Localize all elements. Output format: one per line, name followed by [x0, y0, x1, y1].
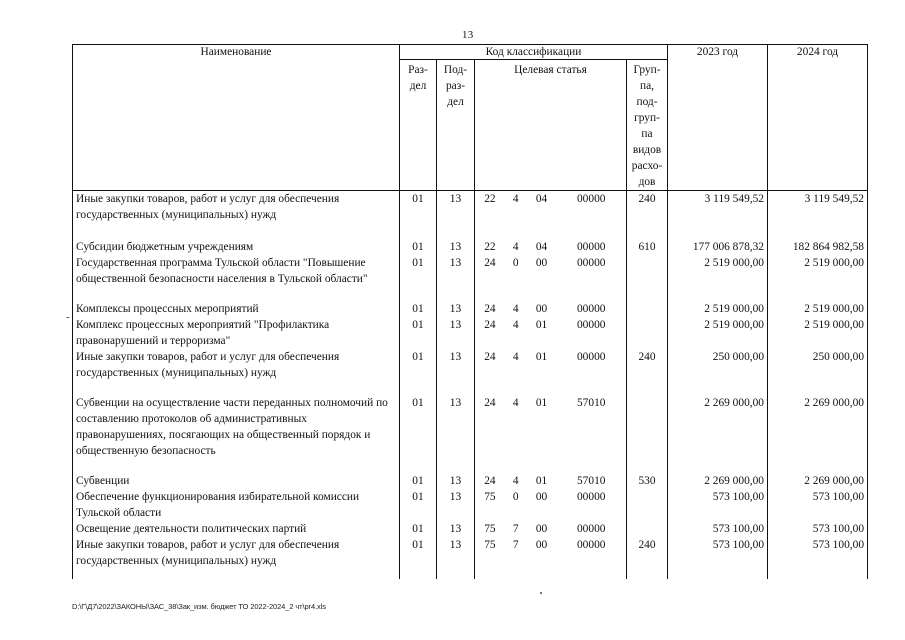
row-amount-2024: 182 864 982,58: [768, 239, 868, 255]
target-type: 4: [512, 350, 519, 363]
header-year-2024: 2024 год: [768, 45, 868, 191]
target-subprogram: 00: [535, 538, 548, 551]
row-name: Государственная программа Тульской области "Повышение общественной безопасности населения в Тульской области": [73, 255, 400, 301]
row-expense-group: [627, 521, 668, 537]
row-subsection: 13: [437, 301, 475, 317]
target-type: 7: [512, 522, 519, 535]
table-row: [73, 301, 868, 317]
row-amount-2023: 3 119 549,52: [668, 191, 768, 239]
row-target-article: [475, 301, 627, 317]
target-direction: 00000: [576, 193, 606, 205]
target-direction: 00000: [576, 538, 606, 551]
row-expense-group: [627, 395, 668, 473]
target-type: 0: [512, 256, 519, 269]
row-subsection: 13: [437, 191, 475, 239]
target-direction: 00000: [576, 240, 606, 253]
margin-mark: -: [66, 311, 70, 323]
row-expense-group: [627, 301, 668, 317]
row-subsection: 13: [437, 239, 475, 255]
row-section: 01: [400, 317, 437, 349]
row-amount-2023: 177 006 878,32: [668, 239, 768, 255]
row-section: 01: [400, 489, 437, 521]
row-subsection: 13: [437, 473, 475, 489]
target-type: 4: [512, 396, 519, 409]
row-expense-group: [627, 489, 668, 521]
target-subprogram: 01: [535, 318, 548, 331]
target-program: 22: [484, 240, 496, 253]
target-type: 7: [512, 538, 519, 551]
target-type: 4: [512, 318, 519, 331]
table-row: [73, 317, 868, 349]
target-program: 75: [484, 522, 496, 535]
target-type: 4: [512, 474, 519, 487]
table-row: [73, 349, 868, 395]
row-amount-2023: 2 519 000,00: [668, 317, 768, 349]
row-amount-2024: 2 269 000,00: [768, 473, 868, 489]
row-amount-2023: 2 269 000,00: [668, 473, 768, 489]
row-amount-2024: 573 100,00: [768, 521, 868, 537]
table-row: [73, 473, 868, 489]
target-program: 24: [484, 256, 496, 269]
row-section: 01: [400, 349, 437, 395]
header-name: Наименование: [73, 45, 400, 191]
row-target-article: [475, 489, 627, 521]
row-subsection: 13: [437, 255, 475, 301]
table-row: [73, 239, 868, 255]
row-expense-group: [627, 255, 668, 301]
row-amount-2023: 573 100,00: [668, 537, 768, 579]
header-section: Раз- дел: [400, 60, 437, 191]
row-amount-2023: 573 100,00: [668, 489, 768, 521]
row-amount-2024: 2 269 000,00: [768, 395, 868, 473]
row-amount-2024: 2 519 000,00: [768, 317, 868, 349]
row-amount-2023: 2 519 000,00: [668, 255, 768, 301]
row-target-article: [475, 349, 627, 395]
row-expense-group: 610: [627, 239, 668, 255]
row-amount-2024: 573 100,00: [768, 537, 868, 579]
row-amount-2024: 3 119 549,52: [768, 191, 868, 239]
row-section: 01: [400, 301, 437, 317]
page-number: 13: [462, 29, 474, 41]
row-subsection: 13: [437, 349, 475, 395]
target-program: 24: [484, 302, 496, 315]
row-name: Иные закупки товаров, работ и услуг для обеспечения государственных (муниципальных) нужд: [73, 537, 400, 579]
table-header: [73, 45, 868, 191]
target-direction: 57010: [576, 474, 606, 487]
header-year-2023: 2023 год: [668, 45, 768, 191]
row-target-article: [475, 473, 627, 489]
target-program: 75: [484, 538, 496, 551]
row-expense-group: 240: [627, 537, 668, 579]
row-subsection: 13: [437, 317, 475, 349]
target-subprogram: 00: [535, 490, 548, 503]
row-subsection: 13: [437, 489, 475, 521]
target-type: 0: [512, 490, 519, 503]
header-target-article: Целевая статья: [475, 60, 627, 191]
row-section: 01: [400, 521, 437, 537]
target-program: 75: [484, 490, 496, 503]
target-direction: 00000: [576, 350, 606, 363]
target-subprogram: 00: [535, 256, 548, 269]
row-name: Субсидии бюджетным учреждениям: [73, 239, 400, 255]
row-target-article: [475, 255, 627, 301]
row-subsection: 13: [437, 537, 475, 579]
row-section: 01: [400, 191, 437, 239]
target-type: 4: [512, 240, 519, 253]
target-direction: 00000: [576, 318, 606, 331]
row-section: 01: [400, 473, 437, 489]
table-row: [73, 537, 868, 579]
row-name: Комплекс процессных мероприятий "Профилактика правонарушений и терроризма": [73, 317, 400, 349]
row-target-article: [475, 537, 627, 579]
header-classification-code: Код классификации: [400, 45, 668, 60]
row-name: Иные закупки товаров, работ и услуг для обеспечения государственных (муниципальных) нужд: [73, 191, 400, 239]
row-target-article: [475, 395, 627, 473]
row-section: 01: [400, 255, 437, 301]
row-expense-group: 530: [627, 473, 668, 489]
target-subprogram: 01: [535, 396, 548, 409]
row-amount-2024: 573 100,00: [768, 489, 868, 521]
table-row: [73, 191, 868, 239]
table-row: [73, 521, 868, 537]
scan-speck: [540, 592, 542, 594]
target-type: 4: [512, 193, 519, 205]
row-amount-2023: 2 519 000,00: [668, 301, 768, 317]
row-expense-group: 240: [627, 349, 668, 395]
row-name: Субвенции на осуществление части переданных полномочий по составлению протоколов об административных правонарушениях, посягающих на общественный порядок и общественную безопасность: [73, 395, 400, 473]
target-program: 24: [484, 318, 496, 331]
row-target-article: [475, 317, 627, 349]
row-amount-2024: 250 000,00: [768, 349, 868, 395]
budget-table: [72, 44, 868, 579]
target-subprogram: 00: [535, 522, 548, 535]
target-type: 4: [512, 302, 519, 315]
row-subsection: 13: [437, 395, 475, 473]
header-expense-group: Груп- па, под- груп- па видов расхо- дов: [627, 60, 668, 191]
header-subsection: Под- раз- дел: [437, 60, 475, 191]
row-section: 01: [400, 395, 437, 473]
row-name: Освещение деятельности политических партий: [73, 521, 400, 537]
target-subprogram: 00: [535, 302, 548, 315]
target-direction: 00000: [576, 302, 606, 315]
target-program: 24: [484, 396, 496, 409]
target-subprogram: 01: [535, 350, 548, 363]
row-name: Иные закупки товаров, работ и услуг для обеспечения государственных (муниципальных) нужд: [73, 349, 400, 395]
target-subprogram: 04: [535, 240, 548, 253]
target-direction: 00000: [576, 522, 606, 535]
file-path-footer: D:\Г\Д7\2022\ЗАКОНЫ\ЗАС_38\Зак_изм. бюджет ТО 2022-2024_2 чт\pr4.xls: [72, 602, 326, 611]
row-name: Субвенции: [73, 473, 400, 489]
target-program: 22: [484, 193, 496, 205]
row-amount-2023: 2 269 000,00: [668, 395, 768, 473]
row-target-article: [475, 239, 627, 255]
target-subprogram: 01: [535, 474, 548, 487]
row-subsection: 13: [437, 521, 475, 537]
row-section: 01: [400, 239, 437, 255]
row-name: Обеспечение функционирования избирательной комиссии Тульской области: [73, 489, 400, 521]
target-direction: 00000: [576, 490, 606, 503]
table-body: [73, 191, 868, 579]
row-amount-2024: 2 519 000,00: [768, 301, 868, 317]
row-target-article: [475, 521, 627, 537]
target-subprogram: 04: [535, 193, 548, 205]
table-row: [73, 395, 868, 473]
row-target-article: [475, 191, 627, 239]
row-amount-2024: 2 519 000,00: [768, 255, 868, 301]
target-program: 24: [484, 350, 496, 363]
target-program: 24: [484, 474, 496, 487]
row-expense-group: [627, 317, 668, 349]
target-direction: 57010: [576, 396, 606, 409]
target-direction: 00000: [576, 256, 606, 269]
row-section: 01: [400, 537, 437, 579]
table-row: [73, 489, 868, 521]
row-amount-2023: 250 000,00: [668, 349, 768, 395]
table-row: [73, 255, 868, 301]
row-expense-group: 240: [627, 191, 668, 239]
row-name: Комплексы процессных мероприятий: [73, 301, 400, 317]
row-amount-2023: 573 100,00: [668, 521, 768, 537]
